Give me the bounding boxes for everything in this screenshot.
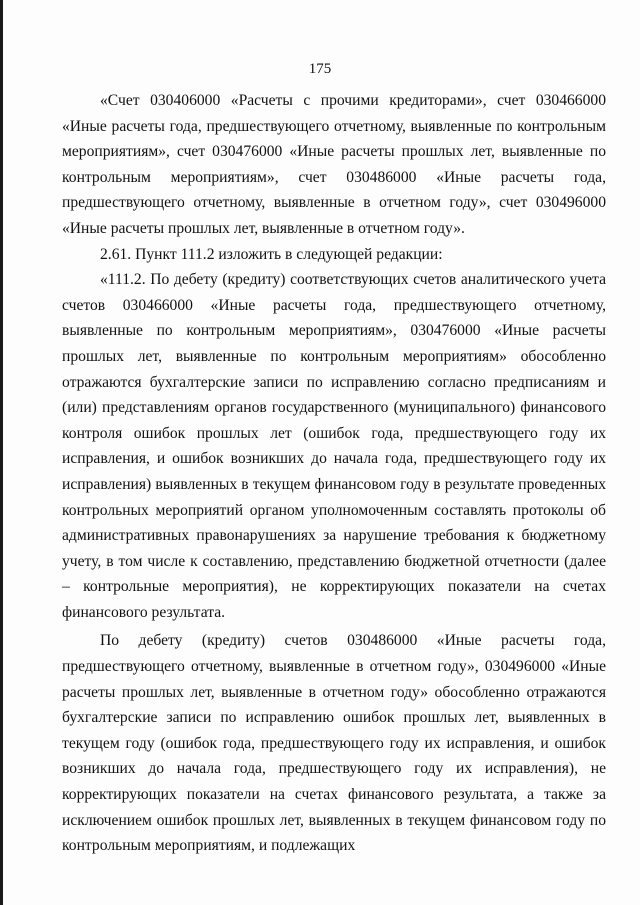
paragraph-debit-credit: По дебету (кредиту) счетов 030486000 «Иные расчеты года, предшествующего отчетному, выявленные в отчетном году», 030496000 «Иные расчеты прошлых лет, выявленные в отчетном году» обособленно отражаются бухгалтерские записи по исправлению ошибок прошлых лет, выявленных в текущем году (ошибок года, предшествующего году их исправления, и ошибок возникших до начала года, предшествующего году их исправления), не корректирующих показатели на счетах финансового результата, а также за исключением ошибок прошлых лет, выявленных в текущем финансовом году по контрольным мероприятиям, и подлежащих	[62, 632, 606, 855]
page-number: 175	[308, 61, 332, 77]
scan-edge	[0, 0, 3, 905]
paragraph-account-list: «Счет 030406000 «Расчеты с прочими кредиторами», счет 030466000 «Иные расчеты года, предшествующего отчетному, выявленные по контрольным мероприятиям», счет 030476000 «Иные расчеты прошлых лет, выявленные по контрольным мероприятиям», счет 030486000 «Иные расчеты года, предшествующего отчетному, выявленные в отчетном году», счет 030496000 «Иные расчеты прошлых лет, выявленные в отчетном году».	[62, 92, 606, 237]
document-body	[62, 88, 606, 859]
paragraph-amendment-intro: 2.61. Пункт 111.2 изложить в следующей редакции:	[100, 245, 443, 263]
paragraph-item-111-2: «111.2. По дебету (кредиту) соответствующих счетов аналитического учета счетов 030466000 «Иные расчеты года, предшествующего отчетному, выявленные по контрольным мероприятиям», 030476000 «Иные расчеты прошлых лет, выявленные по контрольным мероприятиям» обособленно отражаются бухгалтерские записи по исправлению согласно предписаниям и (или) представлениям органов государственного (муниципального) финансового контроля ошибок прошлых лет (ошибок года, предшествующего году их исправления, и ошибок возникших до начала года, предшествующего году их исправления) выявленных в текущем финансовом году в результате проведенных контрольных мероприятий органом уполномоченным составлять протоколы об административных правонарушениях за нарушение требования к бюджетному учету, в том числе к составлению, представлению бюджетной отчетности (далее – контрольные мероприятия), не корректирующих показатели на счетах финансового результата.	[62, 271, 606, 621]
